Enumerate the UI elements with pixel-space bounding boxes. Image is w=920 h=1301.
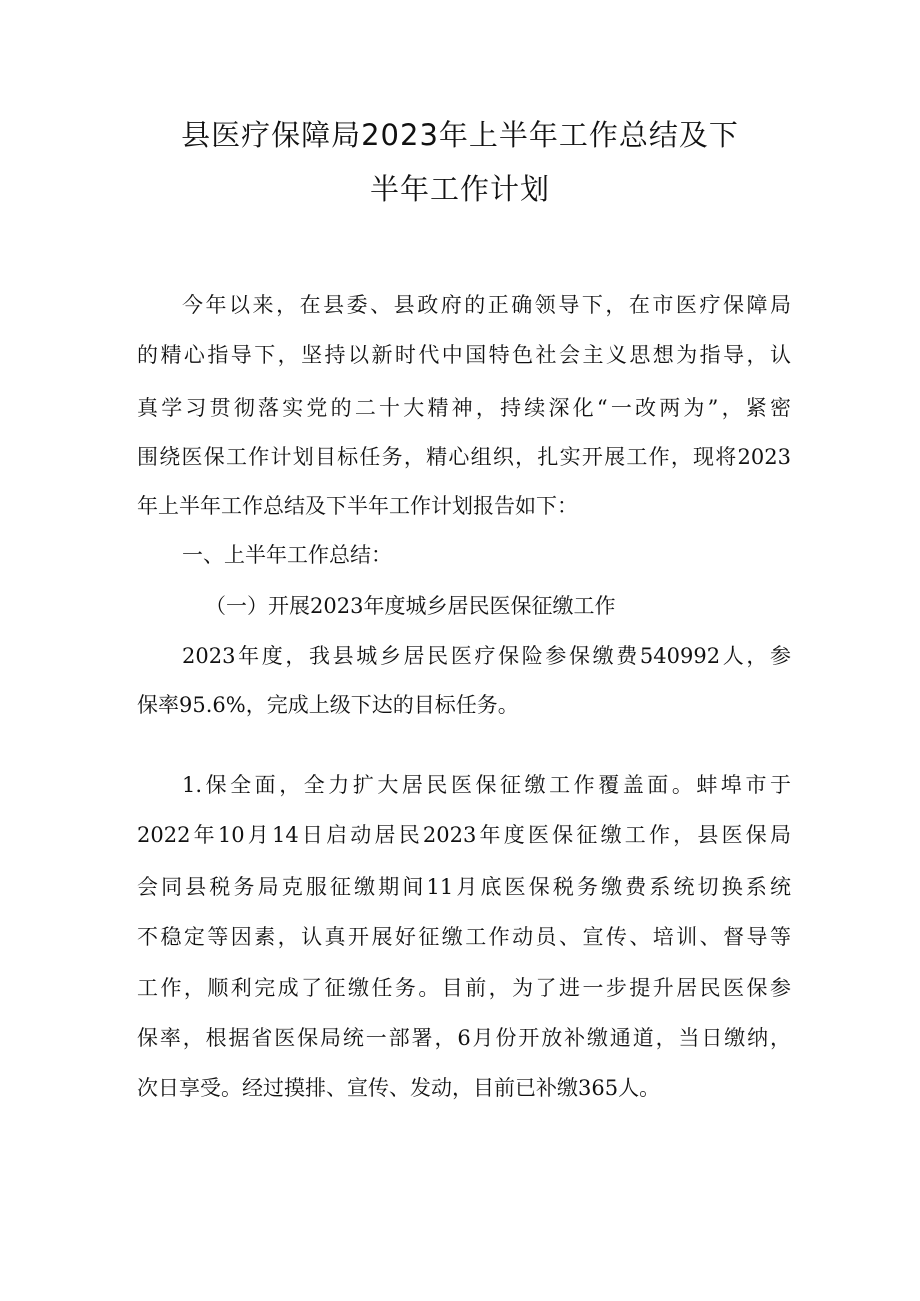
intro-line-2: 的精心指导下，坚持以新时代中国特色社会主义思想为指导，认 — [137, 343, 791, 367]
document-title-line-2: 半年工作计划 — [369, 172, 550, 206]
intro-line-3: 真学习贯彻落实党的二十大精神，持续深化“一改两为”，紧密 — [137, 396, 791, 420]
intro-line-4: 围绕医保工作计划目标任务，精心组织，扎实开展工作，现将2023 — [137, 445, 791, 469]
intro-line-5: 年上半年工作总结及下半年工作计划报告如下： — [137, 494, 578, 518]
item1-line-7: 次日享受。经过摸排、宣传、发动，目前已补缴365人。 — [137, 1076, 661, 1100]
coverage-line-2: 保率95.6%，完成上级下达的目标任务。 — [137, 693, 519, 717]
item1-line-6: 保率，根据省医保局统一部署，6月份开放补缴通道，当日缴纳， — [137, 1026, 791, 1050]
section-heading: 一、上半年工作总结： — [182, 543, 392, 567]
item1-line-1: 1.保全面，全力扩大居民医保征缴工作覆盖面。蚌埠市于 — [182, 773, 791, 797]
document-title-line-1: 县医疗保障局2023年上半年工作总结及下 — [181, 118, 739, 152]
item1-line-5: 工作，顺利完成了征缴任务。目前，为了进一步提升居民医保参 — [137, 976, 791, 1000]
intro-line-1: 今年以来，在县委、县政府的正确领导下，在市医疗保障局 — [182, 293, 791, 317]
item1-line-2: 2022年10月14日启动居民2023年度医保征缴工作，县医保局 — [137, 823, 791, 847]
subsection-heading: （一）开展2023年度城乡居民医保征缴工作 — [205, 594, 616, 618]
coverage-line-1: 2023年度，我县城乡居民医疗保险参保缴费540992人，参 — [182, 644, 791, 668]
item1-line-4: 不稳定等因素，认真开展好征缴工作动员、宣传、培训、督导等 — [137, 925, 791, 949]
item1-line-3: 会同县税务局克服征缴期间11月底医保税务缴费系统切换系统 — [137, 875, 791, 899]
